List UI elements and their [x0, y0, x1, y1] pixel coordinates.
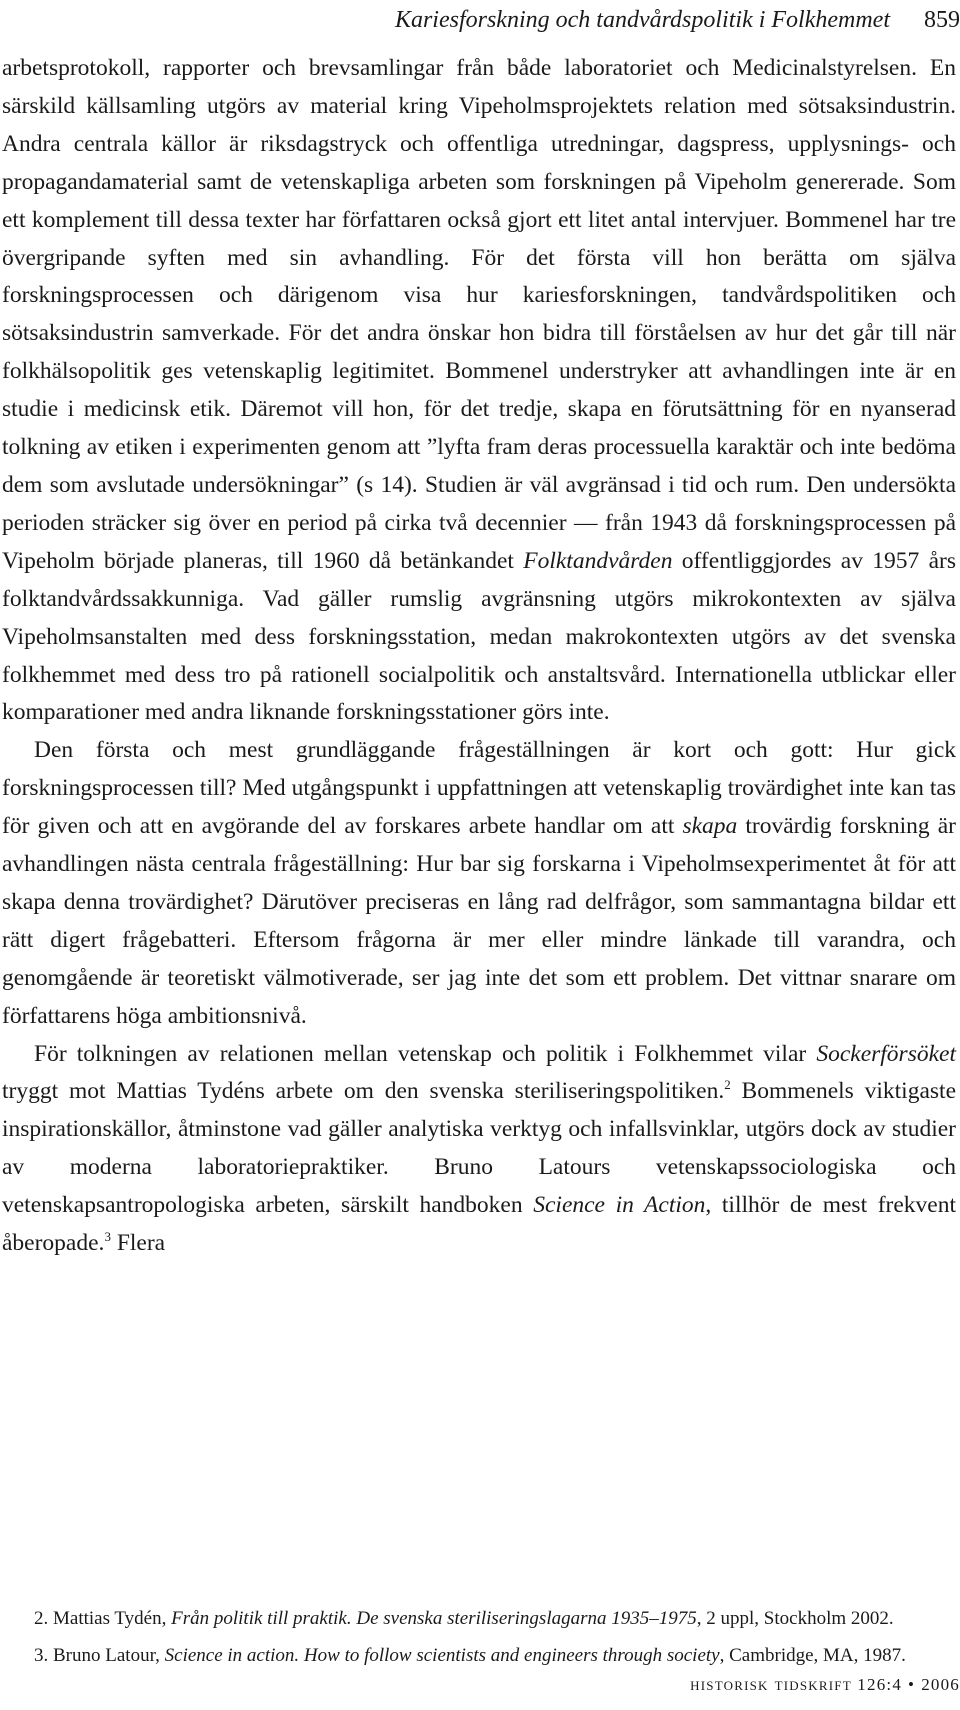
- paragraph-1-italic-title: Folktandvården: [523, 547, 673, 574]
- paragraph-3-italic-title: Sockerförsöket: [816, 1040, 956, 1067]
- paragraph-1-text-after: offentliggjordes av 1957 års folktandvårdssakkunniga. Vad gäller rumslig avgränsning utgörs mikrokontexten av själva Vipeholmsanstalten med dess forskningsstation, medan makrokontexten utgörs av det svenska folkhemmet med dess tro på rationell socialpolitik och anstaltsvård. Internationella utblickar eller komparationer med andra liknande forskningsstationer görs inte.: [2, 547, 956, 726]
- body-text: [2, 50, 956, 1263]
- footnote-number: 2.: [34, 1608, 49, 1629]
- footnotes: [2, 1604, 956, 1678]
- footnote-rest: , Cambridge, MA, 1987.: [719, 1645, 906, 1666]
- footnote-author: Bruno Latour,: [53, 1645, 165, 1666]
- paragraph-2-text: Den första och mest grundläggande frågeställningen är kort och gott: Hur gick forskningsprocessen till? Med utgångspunkt i uppfattningen att vetenskaplig trovärdighet inte kan tas för given och att en avgörande del av forskares arbete handlar om att: [2, 737, 956, 840]
- footnote-2: [2, 1604, 956, 1633]
- journal-issue: 126:4: [857, 1675, 903, 1694]
- paragraph-3-text-after: Flera: [110, 1230, 166, 1257]
- footnote-title: Science in action. How to follow scientists and engineers through society: [164, 1645, 720, 1666]
- paragraph-3-text-mid3: , tillhör de mest frekvent åberopade.: [2, 1192, 957, 1257]
- footnote-rest: , 2 uppl, Stockholm 2002.: [696, 1608, 894, 1629]
- footnote-number: 3.: [34, 1645, 49, 1666]
- page-number: 859: [924, 7, 960, 33]
- running-head: [395, 2, 960, 38]
- footnote-ref-2[interactable]: 2: [724, 1077, 731, 1093]
- journal-year: 2006: [921, 1675, 960, 1694]
- footer-separator: •: [908, 1675, 916, 1694]
- paragraph-2-italic-word: skapa: [682, 813, 738, 840]
- paragraph-1: [2, 50, 956, 732]
- paragraph-3-text-mid2: Bommenels viktigaste inspirationskällor, åtminstone vad gäller analytiska verktyg och infallsvinklar, utgörs dock av studier av moderna laboratoriepraktiker. Bruno Latours vetenskapssociologiska och vetenskapsantropologiska arbeten, särskilt handboken: [2, 1078, 956, 1219]
- footnote-author: Mattias Tydén,: [53, 1608, 172, 1629]
- paragraph-2-text-after: trovärdig forskning är avhandlingen nästa centrala frågeställning: Hur bar sig forskarna i Vipeholmsexperimentet åt för att skapa denna trovärdighet? Därutöver preciseras en lång rad delfrågor, som sammantagna bildar ett rätt digert frågebatteri. Eftersom frågorna är mer eller mindre länkade till varandra, och genomgående är teoretiskt välmotiverade, ser jag inte det som ett problem. Det vittnar snarare om författarens höga ambitionsnivå.: [2, 813, 956, 1029]
- paragraph-3-italic-title-2: Science in Action: [533, 1192, 706, 1219]
- footnote-ref-3[interactable]: 3: [104, 1229, 111, 1245]
- paragraph-1-text: arbetsprotokoll, rapporter och brevsamlingar från både laboratoriet och Medicinalstyrelsen. En särskild källsamling utgörs av material kring Vipeholmsprojektets relation med sötsaksindustrin. Andra centrala källor är riksdagstryck och offentliga utredningar, dagspress, upplysnings- och propagandamaterial samt de vetenskapliga arbeten som forskningen på Vipeholm genererade. Som ett komplement till dessa texter har författaren också gjort ett litet antal intervjuer. Bommenel har tre övergripande syften med sin avhandling. För det första vill hon berätta om själva forskningsprocessen och därigenom visa hur kariesforskningen, tandvårdspolitiken och sötsaksindustrin samverkade. För det andra önskar hon bidra till förståelsen av hur det går till när folkhälsopolitik ges vetenskaplig legitimitet. Bommenel understryker att avhandlingen inte är en studie i medicinsk etik. Däremot vill hon, för det tredje, skapa en förutsättning för en nyanserad tolkning av etiken i experimenten genom att ”lyfta fram deras processuella karaktär och inte bedöma dem som avslutade undersökningar” (s 14). Studien är väl avgränsad i tid och rum. Den undersökta perioden sträcker sig över en period på cirka två decennier — från 1943 då forskningsprocessen på Vipeholm började planeras, till 1960 då betänkandet: [2, 55, 956, 574]
- running-title: Kariesforskning och tandvårdspolitik i Folkhemmet: [394, 7, 890, 33]
- paragraph-3-text-mid: tryggt mot Mattias Tydéns arbete om den svenska steriliseringspolitiken.: [2, 1078, 725, 1105]
- paragraph-3: [2, 1036, 956, 1263]
- paragraph-3-text: För tolkningen av relationen mellan vetenskap och politik i Folkhemmet vilar: [34, 1040, 817, 1067]
- footnote-title: Från politik till praktik. De svenska steriliseringslagarna 1935–1975: [171, 1608, 697, 1629]
- page-footer: [690, 1674, 960, 1696]
- journal-name: historisk tidskrift: [690, 1674, 852, 1695]
- footnote-3: [2, 1641, 956, 1670]
- paragraph-2: [2, 732, 956, 1035]
